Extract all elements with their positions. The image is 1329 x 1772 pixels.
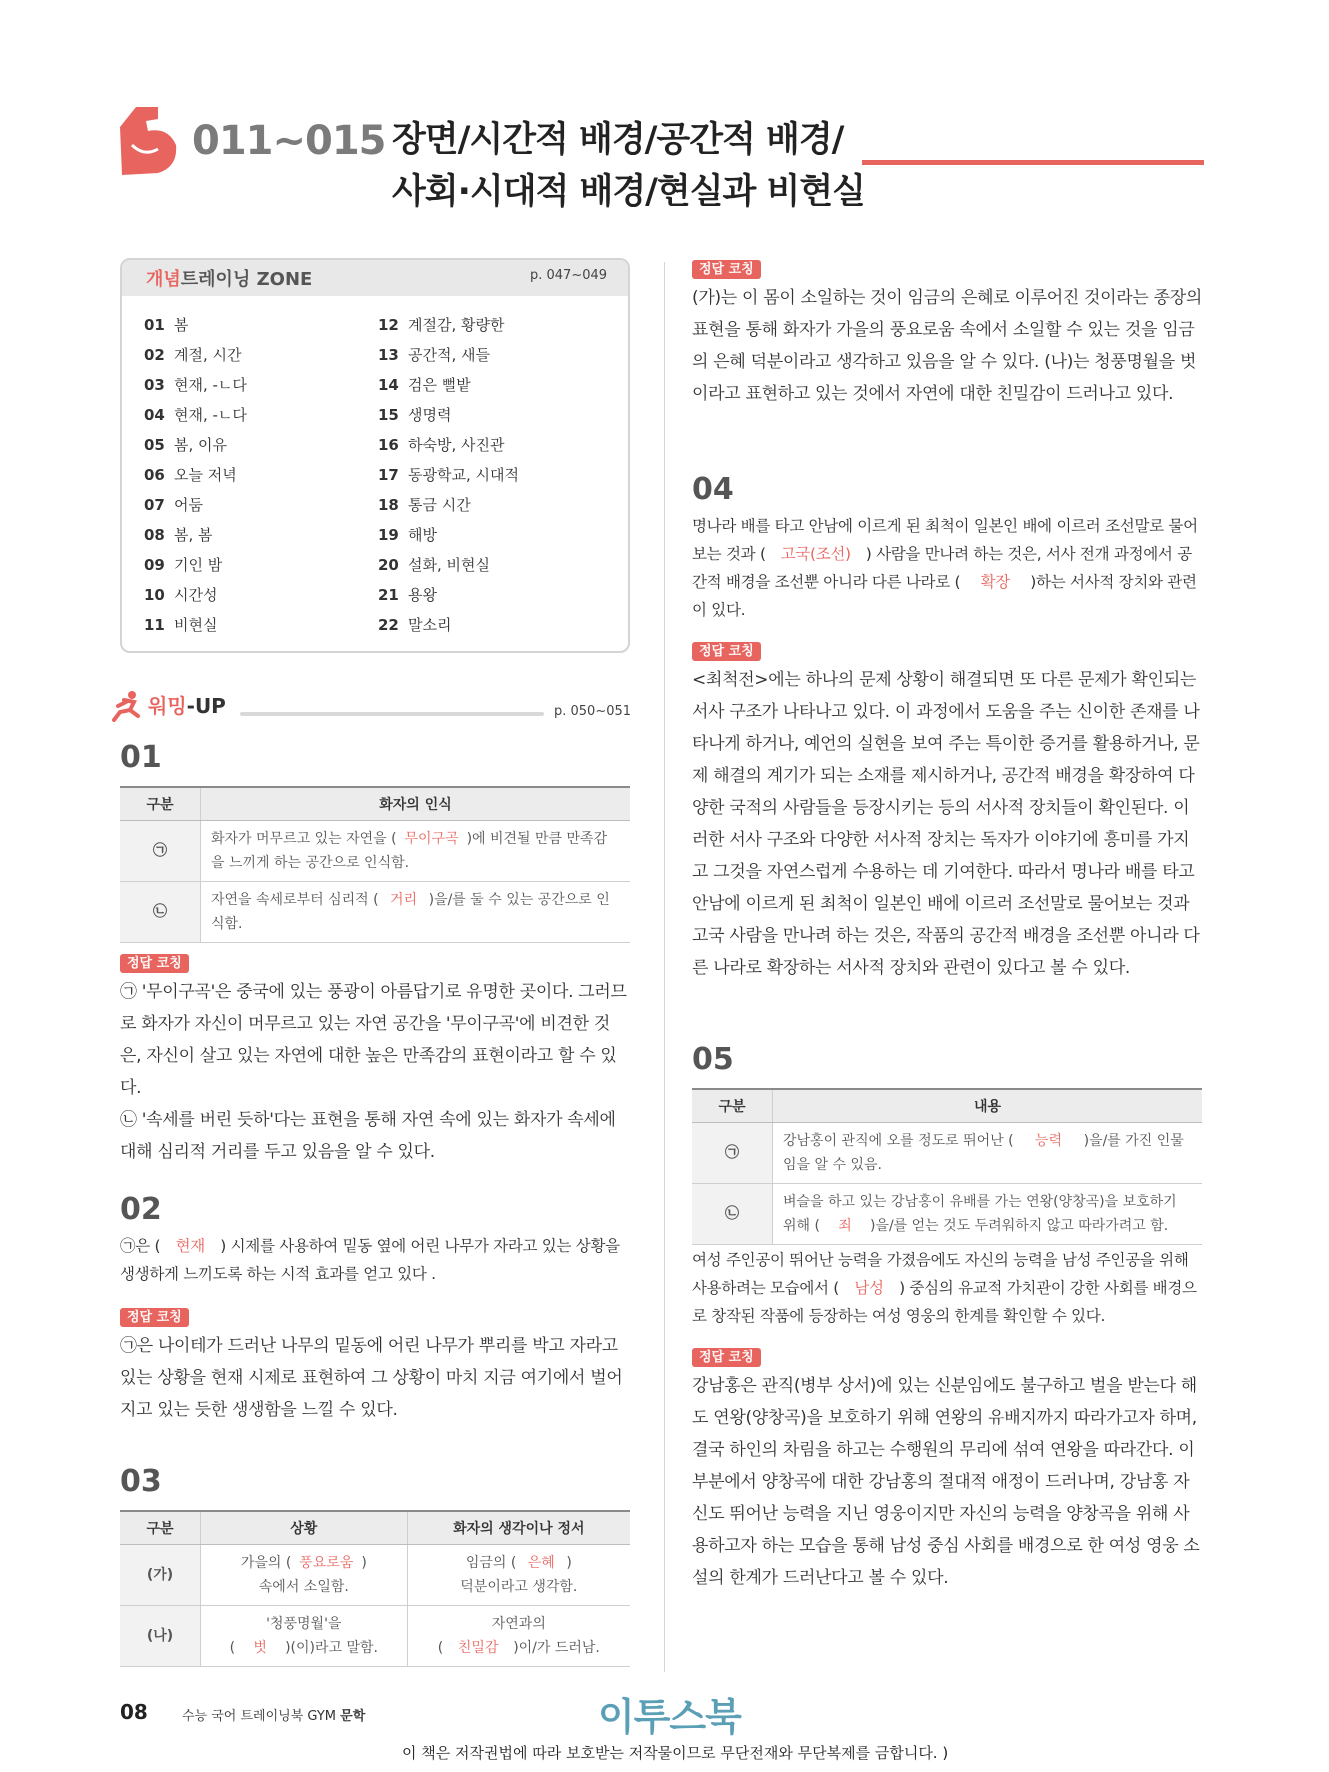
list-item [378,520,519,550]
runner-icon [112,690,142,722]
table-row [692,1184,1202,1245]
q01-header-category: 구분 [120,787,201,821]
title-rule [862,160,1204,165]
row-content [773,1123,1203,1184]
q03-table [120,1510,630,1667]
row-content [773,1184,1203,1245]
zone-title-red: 개념 [146,269,181,290]
list-item [378,460,519,490]
book-name: 수능 국어 트레이닝북 GYM [182,1709,337,1724]
row-key: ㉡ [120,882,201,943]
item-number: 04 [144,406,165,424]
warmup-rest: -UP [186,694,226,718]
item-answer: 시간성 [174,586,218,604]
list-item [144,430,247,460]
q05-coaching: 강남홍은 관직(병부 상서)에 있는 신분임에도 불구하고 벌을 받는다 해도 연왕(양창곡)을 보호하기 위해 연왕의 유배지까지 따라가고자 하며, 결국 하인의 차림을 하고는 수행원의 무리에 섞여 연왕을 따라간다. 이 부분에서 양창곡에 대한 강남홍의 절대적 애정이 드러나며, 강남홍 자신도 뛰어난 능력을 지닌 영웅이지만 자신의 능력을 양창곡을 위해 사용하고자 하는 모습을 통해 남성 중심 사회를 배경으로 한 여성 영웅 소설의 한계가 드러난다고 볼 수 있다. [692,1376,1200,1588]
text: ) 사람을 만나려 하는 것은, 서사 전개 과정에서 공간적 배경을 조선뿐 아니라 다른 나라로 ( [692,545,1192,591]
item-number: 03 [144,376,165,394]
q02-coaching: ㉠은 나이테가 드러난 나무의 밑동에 어린 나무가 뿌리를 박고 자라고 있는 상황을 현재 시제로 표현하여 그 상황이 마치 지금 여기에서 벌어지고 있는 듯한 생생함을 느낄 수 있다. [120,1336,623,1420]
item-number: 17 [378,466,399,484]
item-number: 12 [378,316,399,334]
text: ) 시제를 사용하여 밑동 옆에 어린 나무가 자라고 있는 상황을 생생하게 느끼도록 하는 시적 효과를 얻고 있다 . [120,1237,620,1283]
q05-header-category: 구분 [692,1089,773,1123]
row-key: (나) [120,1606,201,1667]
text: )하는 서사적 장치와 관련이 있다. [692,573,1197,619]
row-key: ㉠ [120,821,201,882]
text: ( [229,1640,236,1656]
list-item [378,340,519,370]
column-divider [664,262,665,1672]
item-number: 09 [144,556,165,574]
table-row [120,1606,630,1667]
item-number: 05 [144,436,165,454]
q03-header-category: 구분 [120,1511,201,1545]
title-line-1: 장면/시간적 배경/공간적 배경/ [392,120,844,160]
list-item [144,400,247,430]
warmup-red: 워밍 [148,694,187,718]
text: )이/가 드러남. [513,1640,600,1656]
text: )을/를 가진 인물임을 알 수 있음. [783,1133,1184,1173]
answer: 능력 [1035,1133,1063,1149]
list-item [144,460,247,490]
item-answer: 오늘 저녁 [174,466,237,484]
text: 강남홍이 관직에 오를 정도로 뛰어난 ( [783,1133,1014,1149]
list-item [378,310,519,340]
item-answer: 현재, -ㄴ다 [174,376,247,394]
question-number-05: 05 [692,1042,734,1077]
answer: 친밀감 [457,1640,499,1656]
item-number: 10 [144,586,165,604]
row-content [201,821,631,882]
title-line-2: 사회·시대적 배경/현실과 비현실 [392,172,865,212]
book-title [182,1705,365,1724]
coaching-badge: 정답 코칭 [692,642,761,661]
item-number: 16 [378,436,399,454]
question-number-04: 04 [692,472,734,507]
text: 가을의 ( [240,1555,292,1571]
list-item [144,340,247,370]
flexed-arm-icon [118,105,178,177]
text: ) 중심의 유교적 가치관이 강한 사회를 배경으로 창작된 작품에 등장하는 여성 영웅의 한계를 확인할 수 있다. [692,1279,1197,1325]
text: ) [361,1555,367,1571]
item-number: 01 [144,316,165,334]
text: )을/를 둘 수 있는 공간으로 인식함. [211,892,610,932]
text: 덕분이라고 생각함. [460,1579,578,1595]
item-answer: 현재, -ㄴ다 [174,406,247,424]
item-answer: 계절감, 황량한 [408,316,505,334]
item-number: 08 [144,526,165,544]
text: ) [566,1555,572,1571]
page-number: 08 [120,1700,148,1724]
row-situation [201,1545,408,1606]
list-item [378,580,519,610]
item-answer: 비현실 [174,616,218,634]
q02-question [120,1232,630,1288]
unit-range: 011~015 [192,118,386,164]
zone-right-list [378,310,519,640]
warmup-title [148,690,226,719]
list-item [378,370,519,400]
q03-coaching: (가)는 이 몸이 소일하는 것이 임금의 은혜로 이루어진 것이라는 종장의 표현을 통해 화자가 가을의 풍요로움 속에서 소일할 수 있는 것을 임금의 은혜 덕분이라고 생각하고 있음을 알 수 있다. (나)는 청풍명월을 벗이라고 표현하고 있는 것에서 자연에 대한 친밀감이 드러나고 있다. [692,288,1203,404]
text: 임금의 ( [465,1555,517,1571]
text: 여성 주인공이 뛰어난 능력을 가졌음에도 자신의 능력을 남성 주인공을 위해 사용하려는 모습에서 ( [692,1251,1189,1297]
text: 화자가 머무르고 있는 자연을 ( [211,831,397,847]
item-number: 06 [144,466,165,484]
text: ㉠은 ( [120,1237,161,1255]
item-answer: 동광학교, 시대적 [408,466,519,484]
coaching-badge: 정답 코칭 [692,1348,761,1367]
question-number-01: 01 [120,740,162,775]
q01-table [120,786,630,943]
item-number: 11 [144,616,165,634]
table-row [692,1123,1202,1184]
row-key: ㉠ [692,1123,773,1184]
item-answer: 봄 [174,316,189,334]
coaching-item-2: ㉡ '속세를 버린 듯하'다는 표현을 통해 자연 속에 있는 화자가 속세에 대해 심리적 거리를 두고 있음을 알 수 있다. [120,1110,616,1162]
coaching-badge: 정답 코칭 [120,1308,189,1327]
text: 자연과의 [491,1616,546,1632]
table-row [120,821,630,882]
list-item [144,310,247,340]
text: 속에서 소일함. [258,1579,349,1595]
list-item [144,580,247,610]
text: )(이)라고 말함. [285,1640,378,1656]
item-answer: 계절, 시간 [174,346,242,364]
item-answer: 설화, 비현실 [408,556,490,574]
item-number: 21 [378,586,399,604]
item-answer: 공간적, 새들 [408,346,490,364]
zone-title-rest: 트레이닝 ZONE [180,269,313,290]
warmup-page-ref: p. 050~051 [554,704,632,719]
list-item [144,610,247,640]
item-number: 18 [378,496,399,514]
item-answer: 어둠 [174,496,203,514]
row-key: ㉡ [692,1184,773,1245]
item-number: 19 [378,526,399,544]
answer: 무이구곡 [404,831,459,847]
item-number: 15 [378,406,399,424]
coaching-badge: 정답 코칭 [120,954,189,973]
list-item [144,550,247,580]
item-answer: 검은 뻘밭 [408,376,471,394]
coaching-badge: 정답 코칭 [692,260,761,279]
answer: 벗 [253,1640,267,1656]
q03-header-emotion: 화자의 생각이나 정서 [407,1511,630,1545]
table-row [120,882,630,943]
row-key: (가) [120,1545,201,1606]
text: )을/를 얻는 것도 두려워하지 않고 따라가려고 함. [869,1218,1169,1234]
item-answer: 말소리 [408,616,452,634]
text: )에 비견될 만큼 만족감을 느끼게 하는 공간으로 인식함. [211,831,608,871]
item-answer: 생명력 [408,406,452,424]
item-answer: 하숙방, 사진관 [408,436,505,454]
item-number: 02 [144,346,165,364]
q01-coaching [120,976,630,1168]
row-situation [201,1606,408,1667]
table-row [120,1545,630,1606]
answer: 현재 [175,1237,205,1255]
q04-coaching: <최척전>에는 하나의 문제 상황이 해결되면 또 다른 문제가 확인되는 서사 구조가 나타나고 있다. 이 과정에서 도움을 주는 신이한 존재를 나타나게 하거나, 예언의 실현을 보여 주는 특이한 증거를 활용하거나, 문제 해결의 계기가 되는 소재를 제시하거나, 공간적 배경을 확장하여 다양한 국적의 사람들을 등장시키는 등의 서사적 장치들이 확인된다. 이러한 서사 구조와 다양한 서사적 장치는 독자가 이야기에 흥미를 가지고 그것을 자연스럽게 수용하는 데 기여한다. 따라서 명나라 배를 타고 안남에 이르게 된 최척이 일본인 배에 이르러 조선말로 물어보는 것과 고국 사람을 만나려 하는 것은, 작품의 공간적 배경을 조선뿐 아니라 다른 나라로 확장하는 서사적 장치와 관련이 있다고 볼 수 있다. [692,670,1200,978]
publisher-logo: 이투스북 [598,1695,741,1739]
zone-page-ref: p. 047~049 [530,268,608,283]
item-answer: 봄, 봄 [174,526,213,544]
answer: 죄 [838,1218,852,1234]
answer: 풍요로움 [299,1555,354,1571]
list-item [378,610,519,640]
q01-header-perception: 화자의 인식 [201,787,631,821]
answer: 확장 [980,573,1010,591]
zone-left-list [144,310,247,640]
item-number: 14 [378,376,399,394]
item-number: 07 [144,496,165,514]
page-title [392,114,865,218]
row-emotion [407,1545,630,1606]
item-answer: 통금 시간 [408,496,471,514]
text: ( [437,1640,444,1656]
q04-question [692,512,1202,624]
item-answer: 해방 [408,526,437,544]
q03-header-situation: 상황 [201,1511,408,1545]
copyright-notice: 이 책은 저작권법에 따라 보호받는 저작물이므로 무단전재와 무단복제를 금합니다. ) [402,1744,949,1762]
item-number: 22 [378,616,399,634]
list-item [144,370,247,400]
q05-header-content: 내용 [773,1089,1203,1123]
list-item [378,550,519,580]
question-number-02: 02 [120,1192,162,1227]
item-answer: 용왕 [408,586,437,604]
answer: 남성 [854,1279,884,1297]
list-item [378,430,519,460]
item-answer: 기인 밤 [174,556,223,574]
question-number-03: 03 [120,1464,162,1499]
concept-zone-title [146,265,312,291]
text: 명나라 배를 타고 안남에 이르게 된 최척이 일본인 배에 이르러 조선말로 물어보는 것과 ( [692,517,1198,563]
q05-question [692,1246,1202,1330]
list-item [144,520,247,550]
item-answer: 봄, 이유 [174,436,228,454]
answer: 은혜 [527,1555,555,1571]
row-emotion [407,1606,630,1667]
text: '청풍명월'을 [266,1616,342,1632]
list-item [144,490,247,520]
book-subject: 문학 [340,1709,366,1724]
list-item [378,400,519,430]
list-item [378,490,519,520]
coaching-item-1: ㉠ '무이구곡'은 중국에 있는 풍광이 아름답기로 유명한 곳이다. 그러므로 화자가 자신이 머무르고 있는 자연 공간을 '무이구곡'에 비견한 것은, 자신이 살고 있는 자연에 대한 높은 만족감의 표현이라고 할 수 있다. [120,982,627,1098]
item-number: 13 [378,346,399,364]
text: 자연을 속세로부터 심리적 ( [211,892,379,908]
item-number: 20 [378,556,399,574]
answer: 거리 [390,892,418,908]
text: 벼슬을 하고 있는 강남홍이 유배를 가는 연왕(양창곡)을 보호하기 위해 ( [783,1194,1177,1234]
q05-table [692,1088,1202,1245]
answer: 고국(조선) [780,545,851,563]
row-content [201,882,631,943]
warmup-rule [240,712,544,716]
